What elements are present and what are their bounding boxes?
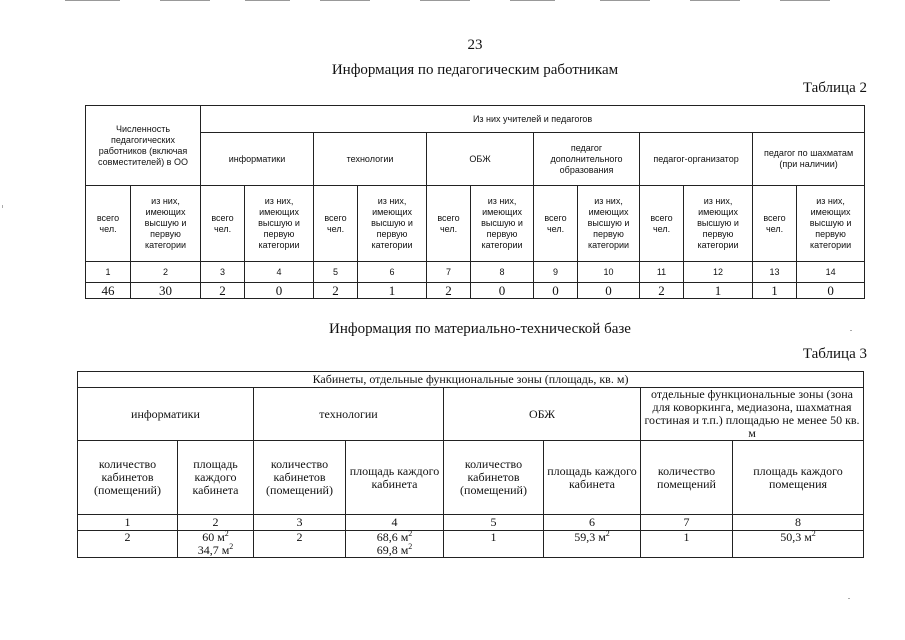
column-number: 7 xyxy=(641,515,733,531)
header-total: всего чел. xyxy=(201,186,245,262)
value-cell: 0 xyxy=(471,283,534,299)
header-subject: ОБЖ xyxy=(427,133,534,186)
value-cell: 2 xyxy=(254,531,346,558)
unit-superscript: 2 xyxy=(408,542,413,551)
header-room-count: количество кабинетов (помещений) xyxy=(78,441,178,515)
table-label-2: Таблица 2 xyxy=(802,80,867,96)
column-number: 2 xyxy=(131,262,201,283)
header-total: всего чел. xyxy=(427,186,471,262)
column-number: 4 xyxy=(346,515,444,531)
unit-superscript: 2 xyxy=(811,529,816,538)
header-total: всего чел. xyxy=(314,186,358,262)
header-zone-area: площадь каждого помещения xyxy=(733,441,864,515)
scan-speck xyxy=(2,205,3,208)
column-number: 3 xyxy=(201,262,245,283)
header-room-count: количество кабинетов (помещений) xyxy=(254,441,346,515)
header-total: всего чел. xyxy=(86,186,131,262)
header-subject: педагог-организатор xyxy=(640,133,753,186)
header-subject: технологии xyxy=(314,133,427,186)
value-cell: 0 xyxy=(245,283,314,299)
unit-superscript: 2 xyxy=(224,529,229,538)
column-number: 5 xyxy=(314,262,358,283)
header-room-area: площадь каждого кабинета xyxy=(346,441,444,515)
header-qualified: из них, имеющих высшую и первую категории xyxy=(245,186,314,262)
column-number: 10 xyxy=(578,262,640,283)
header-room-group: технологии xyxy=(254,388,444,441)
unit-superscript: 2 xyxy=(229,542,234,551)
value-cell: 0 xyxy=(578,283,640,299)
column-number: 14 xyxy=(797,262,865,283)
value-cell xyxy=(733,531,864,558)
scan-speck xyxy=(848,598,850,599)
header-room-group: информатики xyxy=(78,388,254,441)
area-value: 59,3 м xyxy=(574,530,606,544)
value-cell: 2 xyxy=(78,531,178,558)
value-cell: 1 xyxy=(444,531,544,558)
value-cell xyxy=(544,531,641,558)
area-value: 34,7 м xyxy=(197,543,230,557)
header-qualified: из них, имеющих высшую и первую категории xyxy=(471,186,534,262)
header-qualified: из них, имеющих высшую и первую категории xyxy=(797,186,865,262)
header-qualified: из них, имеющих высшую и первую категории xyxy=(578,186,640,262)
area-value: 69,8 м xyxy=(376,543,409,557)
column-number: 7 xyxy=(427,262,471,283)
section-title-facilities: Информация по материально-технической базе xyxy=(329,321,631,337)
value-cell: 1 xyxy=(358,283,427,299)
column-number: 1 xyxy=(78,515,178,531)
column-number: 6 xyxy=(358,262,427,283)
header-zone-count: количество помещений xyxy=(641,441,733,515)
value-cell xyxy=(346,531,444,558)
area-value: 50,3 м xyxy=(780,530,812,544)
column-number: 3 xyxy=(254,515,346,531)
table-label-3: Таблица 3 xyxy=(802,346,867,362)
column-number: 13 xyxy=(753,262,797,283)
value-cell: 2 xyxy=(640,283,684,299)
value-cell xyxy=(178,531,254,558)
unit-superscript: 2 xyxy=(605,529,610,538)
value-cell: 2 xyxy=(201,283,245,299)
scan-top-rule xyxy=(0,0,905,4)
scan-speck xyxy=(850,330,852,331)
column-number: 12 xyxy=(684,262,753,283)
page-number: 23 xyxy=(467,37,483,53)
header-total: всего чел. xyxy=(534,186,578,262)
column-number: 9 xyxy=(534,262,578,283)
section-title-staff: Информация по педагогическим работникам xyxy=(331,62,619,78)
staff-table xyxy=(85,105,865,299)
header-qualified: из них, имеющих высшую и первую категории xyxy=(131,186,201,262)
value-cell: 1 xyxy=(641,531,733,558)
value-cell: 2 xyxy=(427,283,471,299)
column-number: 8 xyxy=(733,515,864,531)
column-number: 8 xyxy=(471,262,534,283)
area-value: 60 м xyxy=(202,530,225,544)
header-qualified: из них, имеющих высшую и первую категории xyxy=(358,186,427,262)
header-total: всего чел. xyxy=(753,186,797,262)
header-qualified: из них, имеющих высшую и первую категории xyxy=(684,186,753,262)
area-value: 68,6 м xyxy=(376,530,409,544)
header-staff-count: Численность педагогических работников (включая совместителей) в ОО xyxy=(86,106,201,186)
value-cell: 30 xyxy=(131,283,201,299)
value-cell: 46 xyxy=(86,283,131,299)
header-room-group: ОБЖ xyxy=(444,388,641,441)
value-cell: 0 xyxy=(534,283,578,299)
column-number: 1 xyxy=(86,262,131,283)
header-rooms: Кабинеты, отдельные функциональные зоны (площадь, кв. м) xyxy=(78,372,864,388)
value-cell: 2 xyxy=(314,283,358,299)
header-room-group: отдельные функциональные зоны (зона для коворкинга, медиазона, шахматная гостиная и т.п.) площадью не менее 50 кв. м xyxy=(641,388,864,441)
header-room-area: площадь каждого кабинета xyxy=(178,441,254,515)
header-teachers-group: Из них учителей и педагогов xyxy=(201,106,865,133)
header-room-count: количество кабинетов (помещений) xyxy=(444,441,544,515)
header-subject: педагог дополнительного образования xyxy=(534,133,640,186)
column-number: 2 xyxy=(178,515,254,531)
header-subject: педагог по шахматам (при наличии) xyxy=(753,133,865,186)
header-room-area: площадь каждого кабинета xyxy=(544,441,641,515)
column-number: 11 xyxy=(640,262,684,283)
header-total: всего чел. xyxy=(640,186,684,262)
header-subject: информатики xyxy=(201,133,314,186)
value-cell: 1 xyxy=(684,283,753,299)
facilities-table xyxy=(77,371,864,558)
unit-superscript: 2 xyxy=(408,529,413,538)
column-number: 5 xyxy=(444,515,544,531)
column-number: 6 xyxy=(544,515,641,531)
value-cell: 1 xyxy=(753,283,797,299)
value-cell: 0 xyxy=(797,283,865,299)
column-number: 4 xyxy=(245,262,314,283)
